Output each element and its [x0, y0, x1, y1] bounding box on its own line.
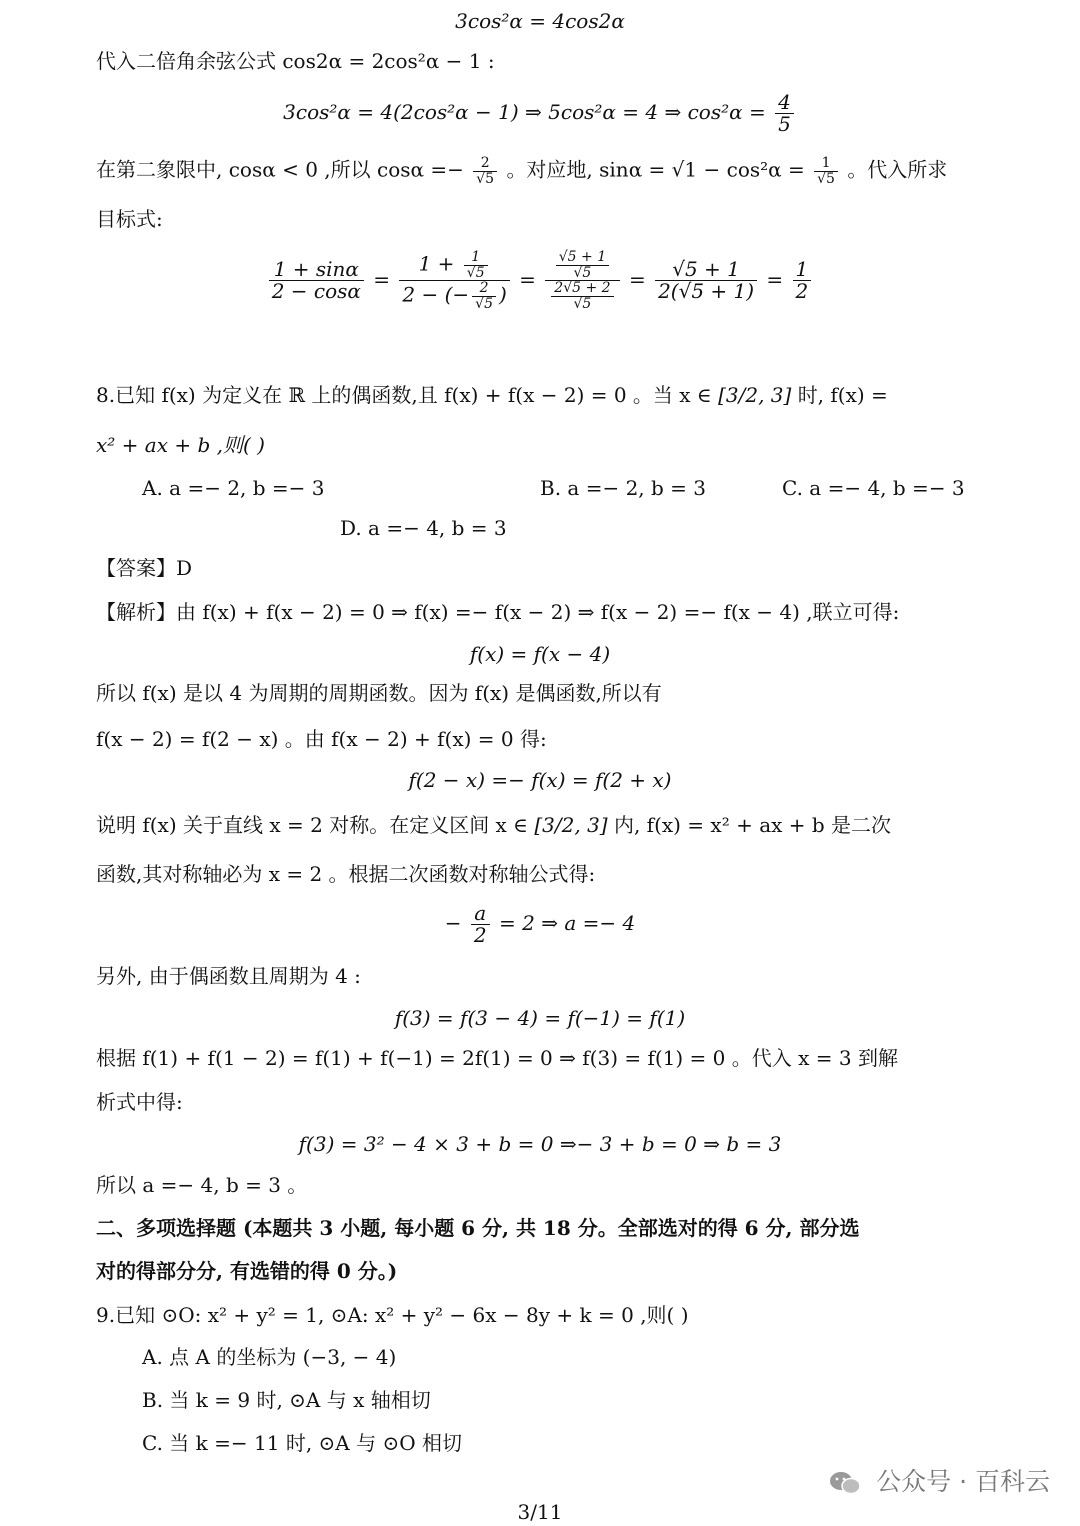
fraction: $\frac{1 + \sin\alpha}{2 - \cos\alpha}$ — [269, 259, 364, 302]
compound-fraction: $\frac{\frac{√5 + 1}{√5}}{\frac{2√5 + 2}{√5}}$ — [545, 250, 619, 312]
solution-line: 根据 f(1) + f(1 − 2) = f(1) + f(−1) = 2f(1) = 0 ⇒ f(3) = f(1) = 0 。代入 x = 3 到解 — [96, 1046, 898, 1070]
question-8-line2: x² + ax + b ,则( ) — [96, 433, 265, 457]
wechat-icon — [828, 1471, 862, 1495]
interval: [3/2, 3] — [534, 813, 608, 837]
equation-line: 3cos²α = 4cos2α — [455, 9, 625, 33]
fraction-chain: $\frac{1 + \sin\alpha}{2 - \cos\alpha}$ = 1 + $\frac{1}{√5}$ 2 − (− $\frac{2}{√5}$ ) = $\frac{\frac{√5 + 1}{√5}}{\frac{2√5 + 2}{√5}}$ = $\frac{√5 + 1}{2(√5 + 1)}$ = $\frac{1}{2}$ — [0, 250, 1080, 312]
watermark — [828, 1462, 1050, 1498]
fraction: $\frac{2}{√5}$ — [473, 156, 497, 186]
solution-line: 所以 f(x) 是以 4 为周期的周期函数。因为 f(x) 是偶函数,所以有 — [96, 681, 662, 705]
interval: [3/2, 3] — [718, 383, 792, 407]
solution-line: 说明 f(x) 关于直线 x = 2 对称。在定义区间 x ∈ [3/2, 3] 内, f(x) = x² + ax + b 是二次 — [96, 813, 892, 837]
section-heading: 二、多项选择题 (本题共 3 小题, 每小题 6 分, 共 18 分。全部选对的得 6 分, 部分选 — [96, 1216, 860, 1240]
option-a: A. 点 A 的坐标为 (−3, − 4) — [142, 1345, 397, 1369]
equation-text: 3cos²α = 4(2cos²α − 1) ⇒ 5cos²α = 4 ⇒ cos²α = — [283, 100, 766, 124]
solution-line: 【解析】由 f(x) + f(x − 2) = 0 ⇒ f(x) =− f(x − 2) ⇒ f(x − 2) =− f(x − 4) ,联立可得: — [96, 600, 900, 624]
compound-fraction: 1 + $\frac{1}{√5}$ 2 − (− $\frac{2}{√5}$ ) — [399, 250, 509, 312]
fraction: $\frac{1}{2}$ — [793, 259, 812, 302]
equation-line: f(x) = f(x − 4) — [469, 642, 611, 666]
option-c: C. 当 k =− 11 时, ⊙A 与 ⊙O 相切 — [142, 1431, 462, 1455]
page-number: 3/11 — [517, 1500, 563, 1524]
option-c: C. a =− 4, b =− 3 — [782, 476, 965, 500]
text-line: 代入二倍角余弦公式 cos2α = 2cos²α − 1 : — [96, 49, 495, 73]
fraction: $\frac{4}{5}$ — [775, 92, 794, 135]
solution-line: f(x − 2) = f(2 − x) 。由 f(x − 2) + f(x) = 0 得: — [96, 727, 547, 751]
equation-line: f(2 − x) =− f(x) = f(2 + x) — [408, 768, 672, 792]
watermark-text: 公众号 · 百科云 — [876, 1467, 1050, 1496]
fraction: $\frac{a}{2}$ — [471, 903, 490, 946]
equation-line: − $\frac{a}{2}$ = 2 ⇒ a =− 4 — [444, 901, 636, 947]
answer: 【答案】D — [96, 556, 193, 580]
fraction: $\frac{√5 + 1}{2(√5 + 1)}$ — [655, 259, 757, 302]
solution-line: 所以 a =− 4, b = 3 。 — [96, 1173, 308, 1197]
fraction: $\frac{1}{√5}$ — [814, 156, 838, 186]
option-a: A. a =− 2, b =− 3 — [142, 476, 325, 500]
equation-line: f(3) = 3² − 4 × 3 + b = 0 ⇒− 3 + b = 0 ⇒ b = 3 — [298, 1132, 782, 1156]
section-heading-line2: 对的得部分分, 有选错的得 0 分。) — [96, 1259, 398, 1283]
equation-line: f(3) = f(3 − 4) = f(−1) = f(1) — [394, 1006, 686, 1030]
question-8: 8.已知 f(x) 为定义在 ℝ 上的偶函数,且 f(x) + f(x − 2) = 0 。当 x ∈ [3/2, 3] 时, f(x) = — [96, 383, 888, 407]
solution-line: 析式中得: — [96, 1090, 183, 1114]
option-b: B. a =− 2, b = 3 — [540, 476, 707, 500]
solution-line: 另外, 由于偶函数且周期为 4 : — [96, 964, 361, 988]
option-b: B. 当 k = 9 时, ⊙A 与 x 轴相切 — [142, 1388, 431, 1412]
text-line: 目标式: — [96, 207, 163, 231]
option-d: D. a =− 4, b = 3 — [340, 516, 507, 540]
question-9: 9.已知 ⊙O: x² + y² = 1, ⊙A: x² + y² − 6x − 8y + k = 0 ,则( ) — [96, 1303, 689, 1327]
text-line: 在第二象限中, cosα < 0 ,所以 cosα =− $\frac{2}{√5}$ 。对应地, sinα = √1 − cos²α = $\frac{1}{√5}$ 。代入所求 — [96, 155, 948, 187]
solution-line: 函数,其对称轴必为 x = 2 。根据二次函数对称轴公式得: — [96, 862, 596, 886]
equation-line — [0, 92, 1080, 135]
